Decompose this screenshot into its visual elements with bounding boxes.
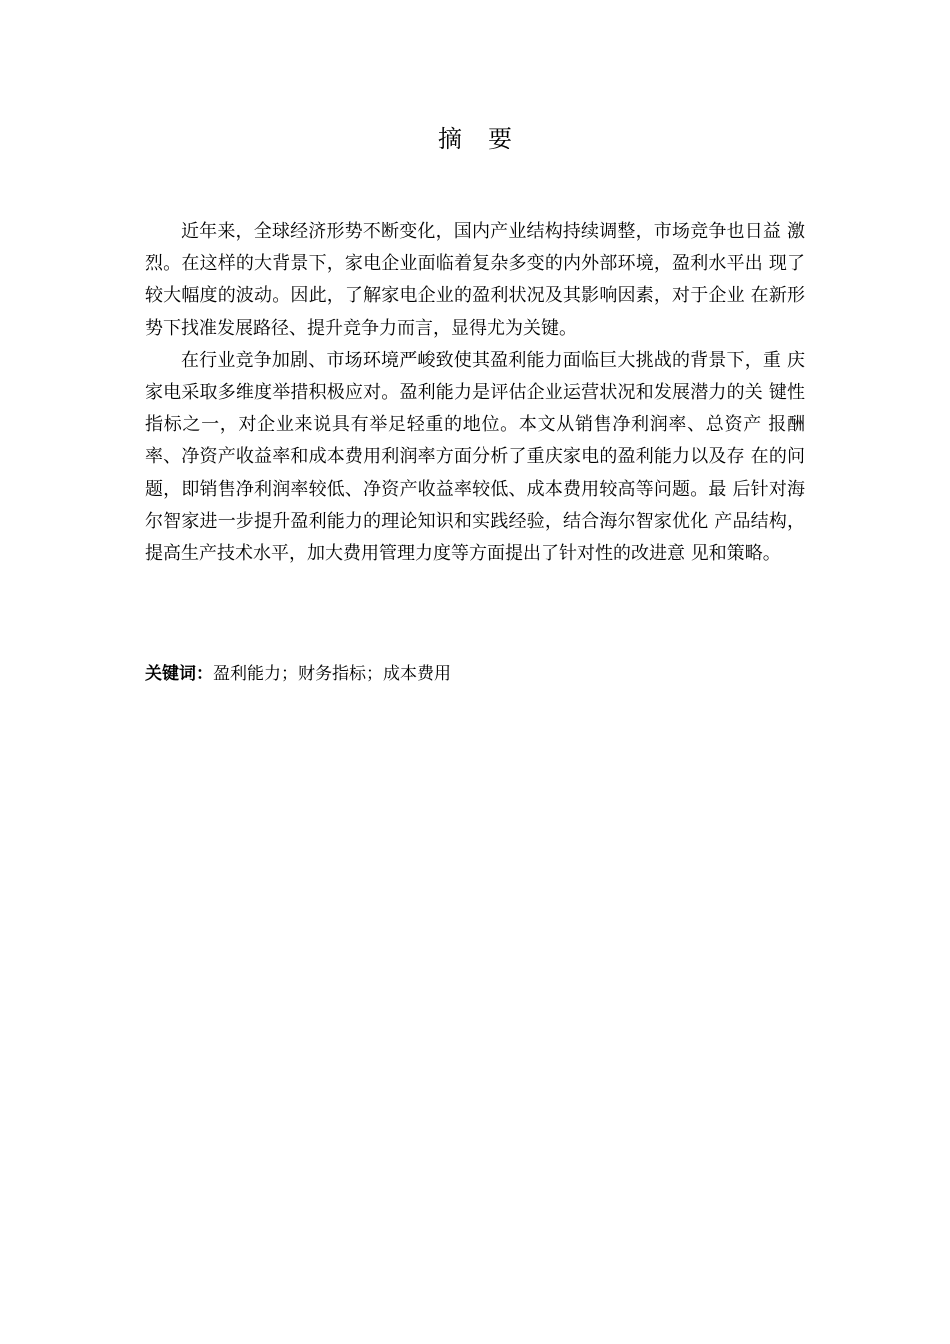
title-char-1: 摘: [438, 125, 462, 153]
keywords-value: 盈利能力；财务指标；成本费用: [213, 664, 451, 684]
abstract-paragraph-1: 近年来，全球经济形势不断变化，国内产业结构持续调整，市场竞争也日益 激烈。在这样的大背景下，家电企业面临着复杂多变的内外部环境，盈利水平出 现了较大幅度的波动。因此，了解家电企业的盈利状况及其影响因素，对于企业 在新形势下找准发展路径、提升竞争力而言，显得尤为关键。: [145, 221, 805, 339]
keywords-label: 关键词：: [145, 664, 213, 684]
title-char-2: 要: [488, 125, 512, 153]
page-title: [0, 122, 950, 156]
abstract-body: [145, 216, 805, 570]
abstract-paragraph-2: 在行业竞争加剧、市场环境严峻致使其盈利能力面临巨大挑战的背景下，重 庆家电采取多维度举措积极应对。盈利能力是评估企业运营状况和发展潜力的关 键性指标之一，对企业来说具有举足轻重的地位。本文从销售净利润率、总资产 报酬率、净资产收益率和成本费用利润率方面分析了重庆家电的盈利能力以及存 在的问题，即销售净利润率较低、净资产收益率较低、成本费用较高等问题。最 后针对海尔智家进一步提升盈利能力的理论知识和实践经验，结合海尔智家优化 产品结构，提高生产技术水平，加大费用管理力度等方面提出了针对性的改进意 见和策略。: [145, 349, 805, 565]
keywords-line: [145, 660, 805, 688]
